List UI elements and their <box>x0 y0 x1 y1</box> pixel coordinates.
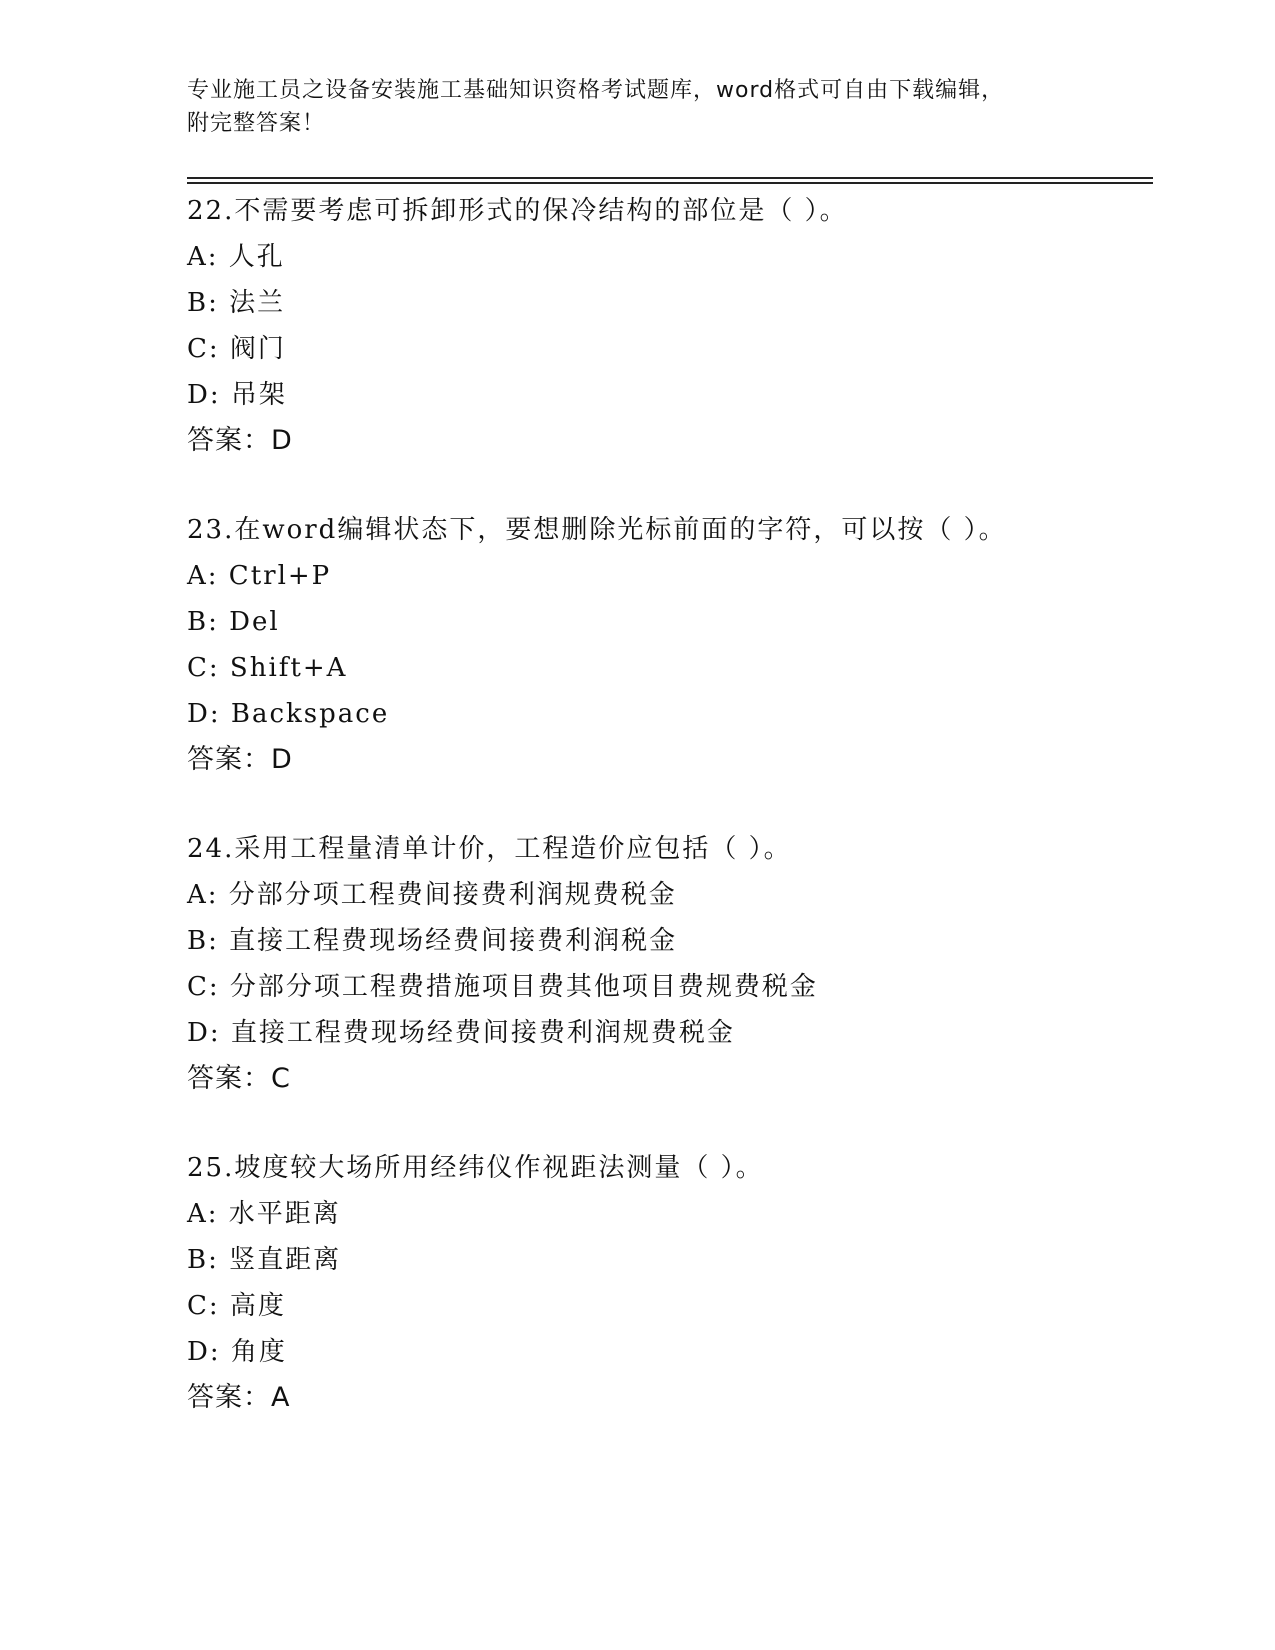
option-d: D: 角度 <box>187 1337 287 1367</box>
header-line-2: 附完整答案！ <box>187 111 326 136</box>
question-stem: 25.坡度较大场所用经纬仪作视距法测量（ ）。 <box>187 1153 764 1183</box>
answer-line: 答案：D <box>187 425 293 456</box>
answer-line: 答案：D <box>187 744 293 775</box>
option-a: A: 水平距离 <box>187 1199 341 1229</box>
question-stem: 22.不需要考虑可拆卸形式的保冷结构的部位是（ ）。 <box>187 196 848 226</box>
option-a: A: Ctrl+P <box>187 561 332 591</box>
question-24 <box>187 826 1153 1102</box>
header-divider-top <box>187 177 1153 179</box>
question-25 <box>187 1145 1153 1421</box>
option-b: B: 竖直距离 <box>187 1245 342 1275</box>
document-header <box>187 74 1087 140</box>
question-23 <box>187 507 1153 783</box>
header-divider-bottom <box>187 182 1153 184</box>
option-c: C: 高度 <box>187 1291 286 1321</box>
option-b: B: Del <box>187 607 280 637</box>
option-c: C: 分部分项工程费措施项目费其他项目费规费税金 <box>187 972 818 1002</box>
question-stem: 24.采用工程量清单计价，工程造价应包括（ ）。 <box>187 834 792 864</box>
option-d: D: Backspace <box>187 699 390 729</box>
answer-line: 答案：A <box>187 1382 291 1413</box>
header-line-1: 专业施工员之设备安装施工基础知识资格考试题库，word格式可自由下载编辑， <box>187 78 1005 103</box>
option-c: C: Shift+A <box>187 653 348 683</box>
question-22 <box>187 188 1153 464</box>
option-c: C: 阀门 <box>187 334 286 364</box>
option-a: A: 人孔 <box>187 242 285 272</box>
option-b: B: 直接工程费现场经费间接费利润税金 <box>187 926 678 956</box>
answer-line: 答案：C <box>187 1063 291 1094</box>
option-d: D: 直接工程费现场经费间接费利润规费税金 <box>187 1018 735 1048</box>
question-stem: 23.在word编辑状态下，要想删除光标前面的字符，可以按（ ）。 <box>187 515 1007 545</box>
option-d: D: 吊架 <box>187 380 287 410</box>
option-a: A: 分部分项工程费间接费利润规费税金 <box>187 880 677 910</box>
option-b: B: 法兰 <box>187 288 286 318</box>
